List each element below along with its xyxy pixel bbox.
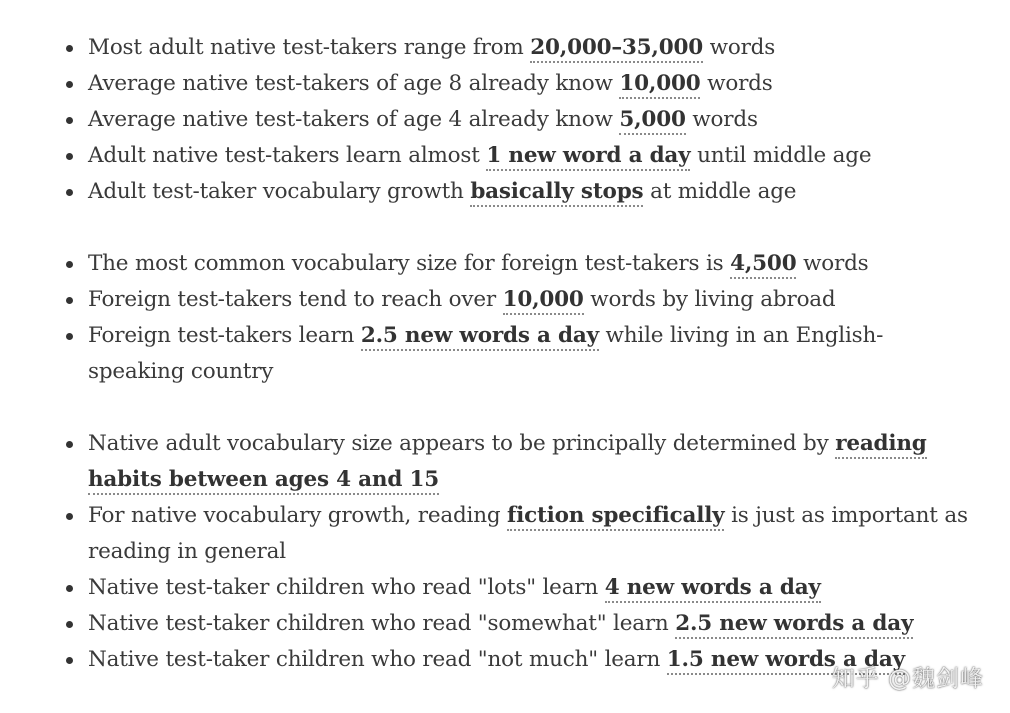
list-item xyxy=(0,606,1010,642)
list-item xyxy=(0,66,1010,102)
highlight-term[interactable]: fiction specifically xyxy=(507,503,724,531)
item-text: until middle age xyxy=(690,143,872,168)
stats-list-reading xyxy=(0,426,1010,678)
highlight-term[interactable]: 5,000 xyxy=(619,107,685,135)
list-item xyxy=(0,570,1010,606)
list-item xyxy=(0,102,1010,138)
item-text: Foreign test-takers tend to reach over xyxy=(88,287,503,312)
highlight-term[interactable]: 2.5 new words a day xyxy=(361,323,599,351)
highlight-term[interactable]: 4 new words a day xyxy=(605,575,821,603)
highlight-term[interactable]: 10,000 xyxy=(619,71,700,99)
highlight-term[interactable]: 10,000 xyxy=(503,287,584,315)
watermark: 知乎 @魏剑峰 xyxy=(831,666,984,692)
highlight-term[interactable]: 1 new word a day xyxy=(486,143,690,171)
item-text: The most common vocabulary size for foreign test-takers is xyxy=(88,251,731,276)
stats-list-native xyxy=(0,30,1010,210)
list-item xyxy=(0,30,1010,66)
highlight-term[interactable]: reading habits between ages 4 and 15 xyxy=(88,431,927,495)
item-text: Average native test-takers of age 4 already know xyxy=(88,107,620,132)
item-text: Average native test-takers of age 8 already know xyxy=(88,71,620,96)
list-item xyxy=(0,282,1010,318)
list-item xyxy=(0,426,1010,498)
highlight-term[interactable]: 4,500 xyxy=(730,251,796,279)
highlight-term[interactable]: basically stops xyxy=(470,179,643,207)
highlight-term[interactable]: 2.5 new words a day xyxy=(675,611,913,639)
item-text: is just as important as reading in general xyxy=(88,503,968,564)
list-item xyxy=(0,174,1010,210)
highlight-term[interactable]: 1.5 new words a day xyxy=(667,647,905,675)
item-text: For native vocabulary growth, reading xyxy=(88,503,508,528)
item-text: Native test-taker children who read "lots" learn xyxy=(88,575,605,600)
item-text: words xyxy=(700,71,773,96)
list-item xyxy=(0,318,1010,390)
item-text: Native adult vocabulary size appears to be principally determined by xyxy=(88,431,836,456)
item-text: Most adult native test-takers range from xyxy=(88,35,531,60)
item-text: words xyxy=(685,107,758,132)
list-item xyxy=(0,246,1010,282)
item-text: words by living abroad xyxy=(583,287,836,312)
article-body xyxy=(0,30,1010,678)
highlight-term[interactable]: 20,000–35,000 xyxy=(530,35,703,63)
item-text: Native test-taker children who read "somewhat" learn xyxy=(88,611,676,636)
stats-list-foreign xyxy=(0,246,1010,390)
item-text: at middle age xyxy=(643,179,797,204)
item-text: Adult test-taker vocabulary growth xyxy=(88,179,471,204)
item-text: words xyxy=(702,35,776,60)
list-item xyxy=(0,498,1010,570)
list-item xyxy=(0,138,1010,174)
item-text: Adult native test-takers learn almost xyxy=(88,143,487,168)
item-text: Native test-taker children who read "not much" learn xyxy=(88,647,667,672)
item-text: words xyxy=(796,251,869,276)
item-text: while living in an English-speaking country xyxy=(88,323,884,384)
item-text: Foreign test-takers learn xyxy=(88,323,361,348)
